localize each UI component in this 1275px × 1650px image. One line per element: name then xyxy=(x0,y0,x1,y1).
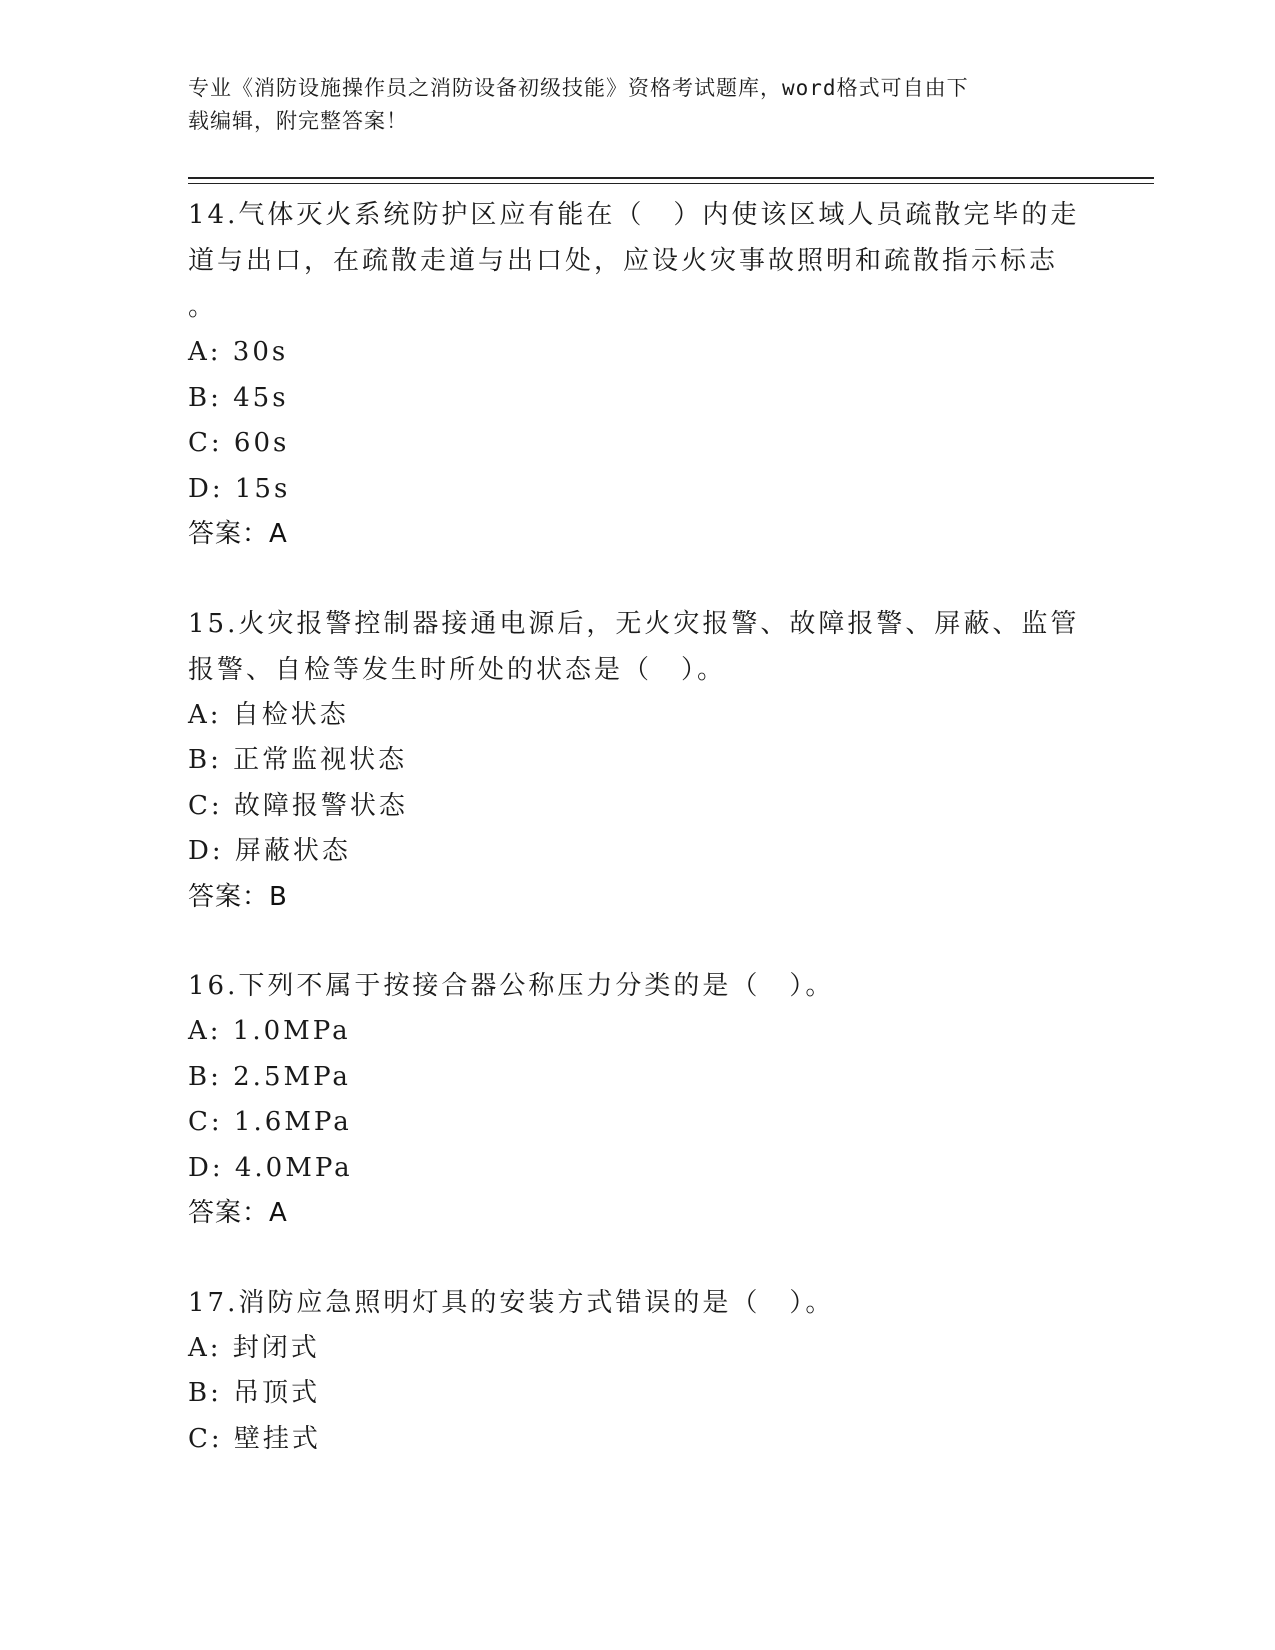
header-line-2: 载编辑，附完整答案！ xyxy=(188,109,408,133)
question-stem-line: 报警、自检等发生时所处的状态是（ ）。 xyxy=(188,654,727,685)
option-a: A: 自检状态 xyxy=(188,699,349,730)
option-b: B: 2.5MPa xyxy=(188,1061,351,1092)
document-header xyxy=(188,72,1068,138)
option-b: B: 正常监视状态 xyxy=(188,745,408,775)
answer-label: 答案：A xyxy=(188,519,288,549)
question-17 xyxy=(188,1280,1088,1463)
question-14 xyxy=(188,192,1088,558)
option-d: D: 屏蔽状态 xyxy=(188,836,351,866)
answer-label: 答案：B xyxy=(188,881,288,912)
option-a: A: 1.0MPa xyxy=(188,1016,351,1046)
question-stem-line: 道与出口，在疏散走道与出口处，应设火灾事故照明和疏散指示标志 xyxy=(188,246,1059,276)
option-b: B: 吊顶式 xyxy=(188,1378,321,1408)
header-divider-thin xyxy=(188,183,1154,184)
question-stem-line: 17.消防应急照明灯具的安装方式错误的是（ ）。 xyxy=(188,1287,835,1318)
option-c: C: 故障报警状态 xyxy=(188,790,408,821)
option-c: C: 60s xyxy=(188,428,290,458)
question-stem-line: 14.气体灭火系统防护区应有能在（ ）内使该区域人员疏散完毕的走 xyxy=(188,200,1080,230)
answer-label: 答案：A xyxy=(188,1198,288,1228)
question-stem-line: 15.火灾报警控制器接通电源后，无火灾报警、故障报警、屏蔽、监管 xyxy=(188,608,1080,639)
question-stem-line: 。 xyxy=(188,292,218,322)
question-stem-line: 16.下列不属于按接合器公称压力分类的是（ ）。 xyxy=(188,971,835,1001)
question-list xyxy=(188,192,1088,1505)
option-c: C: 1.6MPa xyxy=(188,1107,352,1137)
option-d: D: 15s xyxy=(188,473,291,504)
option-c: C: 壁挂式 xyxy=(188,1423,321,1454)
option-a: A: 封闭式 xyxy=(188,1332,320,1363)
question-15 xyxy=(188,601,1088,921)
question-16 xyxy=(188,963,1088,1237)
option-d: D: 4.0MPa xyxy=(188,1152,353,1183)
option-a: A: 30s xyxy=(188,337,289,367)
header-line-1: 专业《消防设施操作员之消防设备初级技能》资格考试题库，word格式可自由下 xyxy=(188,76,969,100)
header-divider-thick xyxy=(188,177,1154,179)
option-b: B: 45s xyxy=(188,382,289,413)
